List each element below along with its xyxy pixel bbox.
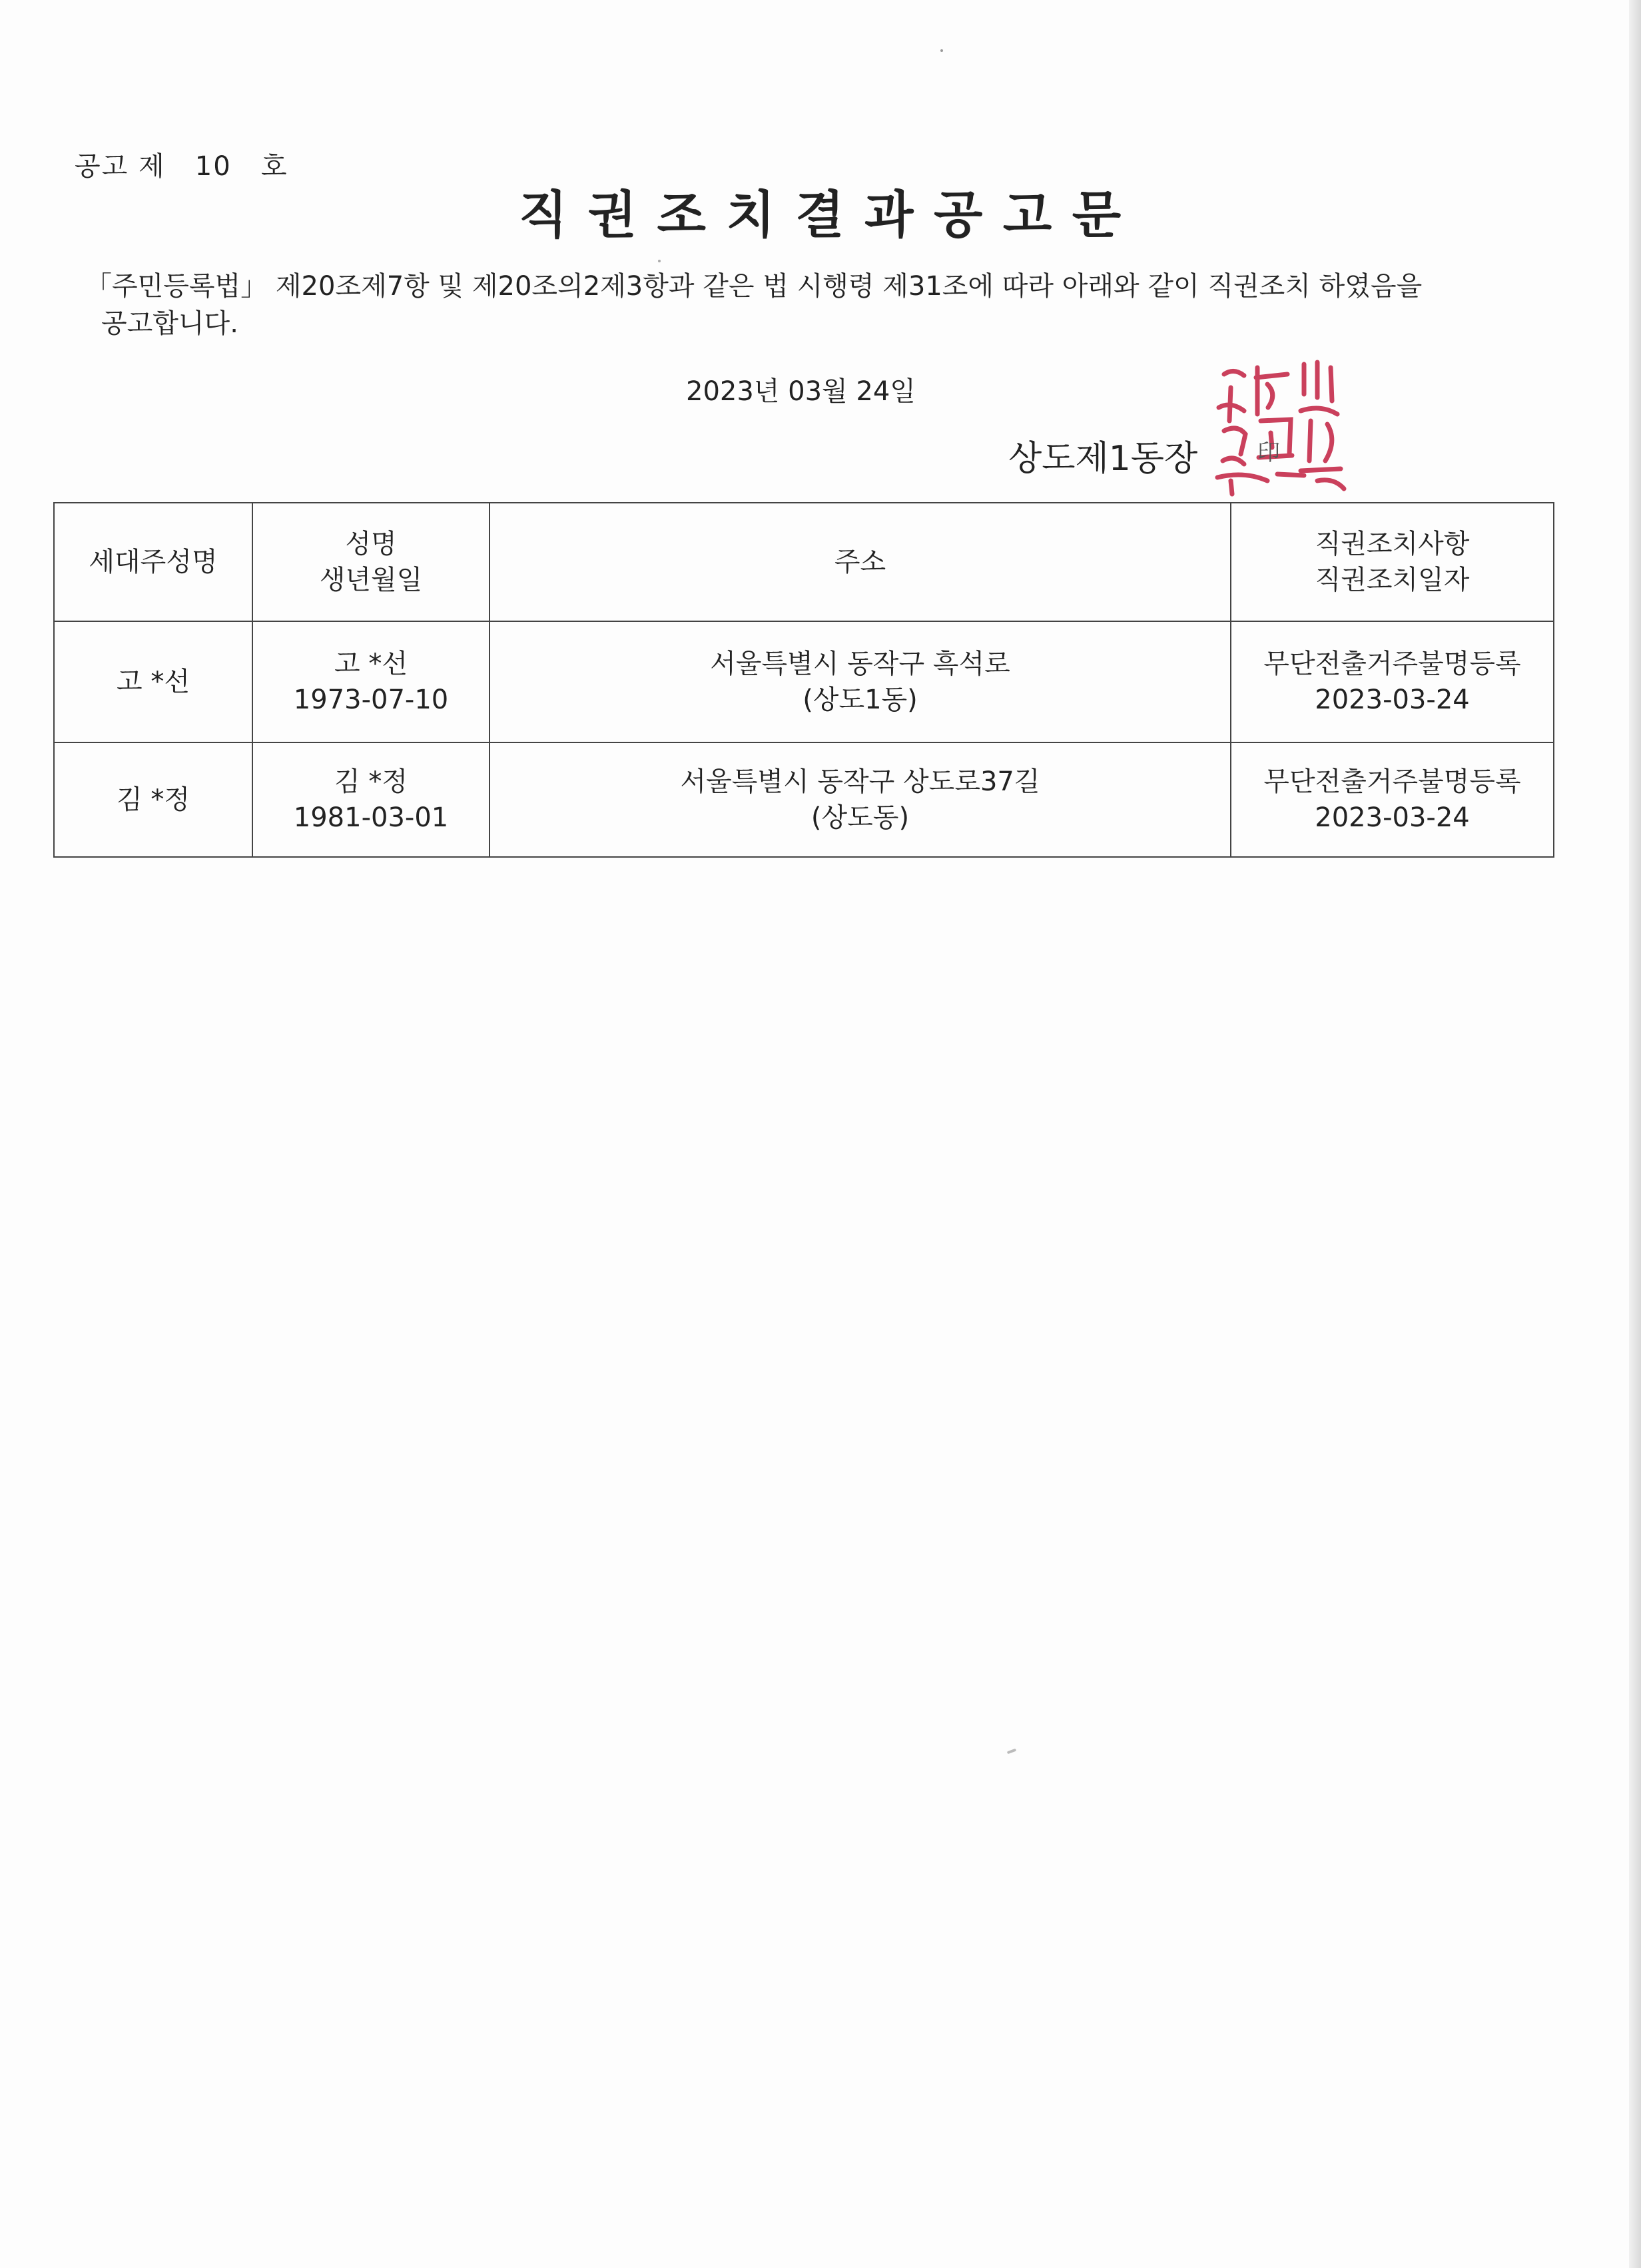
header-name-birth: 성명 생년월일: [252, 503, 490, 621]
address-cell: 서울특별시 동작구 흑석로 (상도1동): [490, 621, 1231, 742]
notice-date: 2023년 03월 24일: [686, 376, 916, 407]
scan-speck: [940, 49, 943, 52]
notice-body-line-1: 「주민등록법」 제20조제7항 및 제20조의2제3항과 같은 법 시행령 제31조에 따라 아래와 같이 직권조치 하였음을: [85, 271, 1423, 302]
header-address: 주소: [490, 503, 1231, 621]
householder-cell: 김 *정: [54, 742, 252, 857]
notice-body-line-2: 공고합니다.: [101, 308, 238, 339]
name-birth-cell: 고 *선 1973-07-10: [252, 621, 490, 742]
action-cell: 무단전출거주불명등록 2023-03-24: [1231, 742, 1554, 857]
table-header-row: [54, 503, 1554, 621]
table-row: [54, 621, 1554, 742]
address-cell: 서울특별시 동작구 상도로37길 (상도동): [490, 742, 1231, 857]
table-row: [54, 742, 1554, 857]
householder-cell: 고 *선: [54, 621, 252, 742]
scan-speck: [658, 260, 661, 262]
issuer-name: 상도제1동장: [1008, 439, 1198, 479]
document-title: 직 권 조 치 결 과 공 고 문: [518, 185, 1123, 244]
seal-mark: 印: [1257, 439, 1280, 466]
header-action: 직권조치사항 직권조치일자: [1231, 503, 1554, 621]
name-birth-cell: 김 *정 1981-03-01: [252, 742, 490, 857]
scan-speck: [1007, 1749, 1017, 1755]
header-householder: 세대주성명: [54, 503, 252, 621]
official-seal-icon: [1204, 348, 1357, 501]
notice-body: [85, 268, 1510, 342]
action-cell: 무단전출거주불명등록 2023-03-24: [1231, 621, 1554, 742]
notice-number: 공고 제 10 호: [75, 151, 288, 182]
action-results-table: [53, 502, 1554, 858]
scan-edge: [1629, 0, 1641, 2268]
